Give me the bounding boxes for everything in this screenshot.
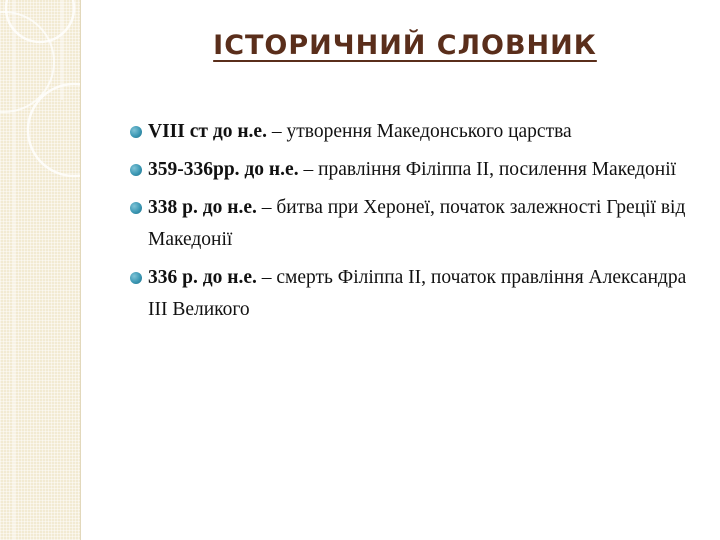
list-item (130, 116, 700, 148)
list-item (130, 262, 700, 326)
term-description: – смерть Філіппа ІІ, початок правління Александра ІІІ Великого (148, 267, 687, 320)
panel-divider (80, 0, 81, 540)
slide-title: ІСТОРИЧНИЙ СЛОВНИК (213, 30, 597, 61)
list-item (130, 192, 700, 256)
glossary-list (130, 116, 700, 332)
date-term: 359-336рр. до н.е. (148, 159, 299, 180)
decorative-side-panel (0, 0, 80, 540)
date-term: 338 р. до н.е. (148, 197, 257, 218)
term-description: – битва при Херонеї, початок залежності Греції від Македонії (148, 197, 686, 250)
round-blue-bullet-icon (130, 126, 142, 138)
list-item (130, 154, 700, 186)
term-description: – утворення Македонського царства (266, 121, 572, 142)
round-blue-bullet-icon (130, 272, 142, 284)
date-term: 336 р. до н.е. (148, 267, 257, 288)
term-description: – правління Філіппа ІІ, посилення Македонії (298, 159, 677, 180)
round-blue-bullet-icon (130, 202, 142, 214)
round-blue-bullet-icon (130, 164, 142, 176)
decorative-circles-graphic (0, 0, 80, 540)
date-term: VIII ст до н.е. (148, 121, 267, 142)
